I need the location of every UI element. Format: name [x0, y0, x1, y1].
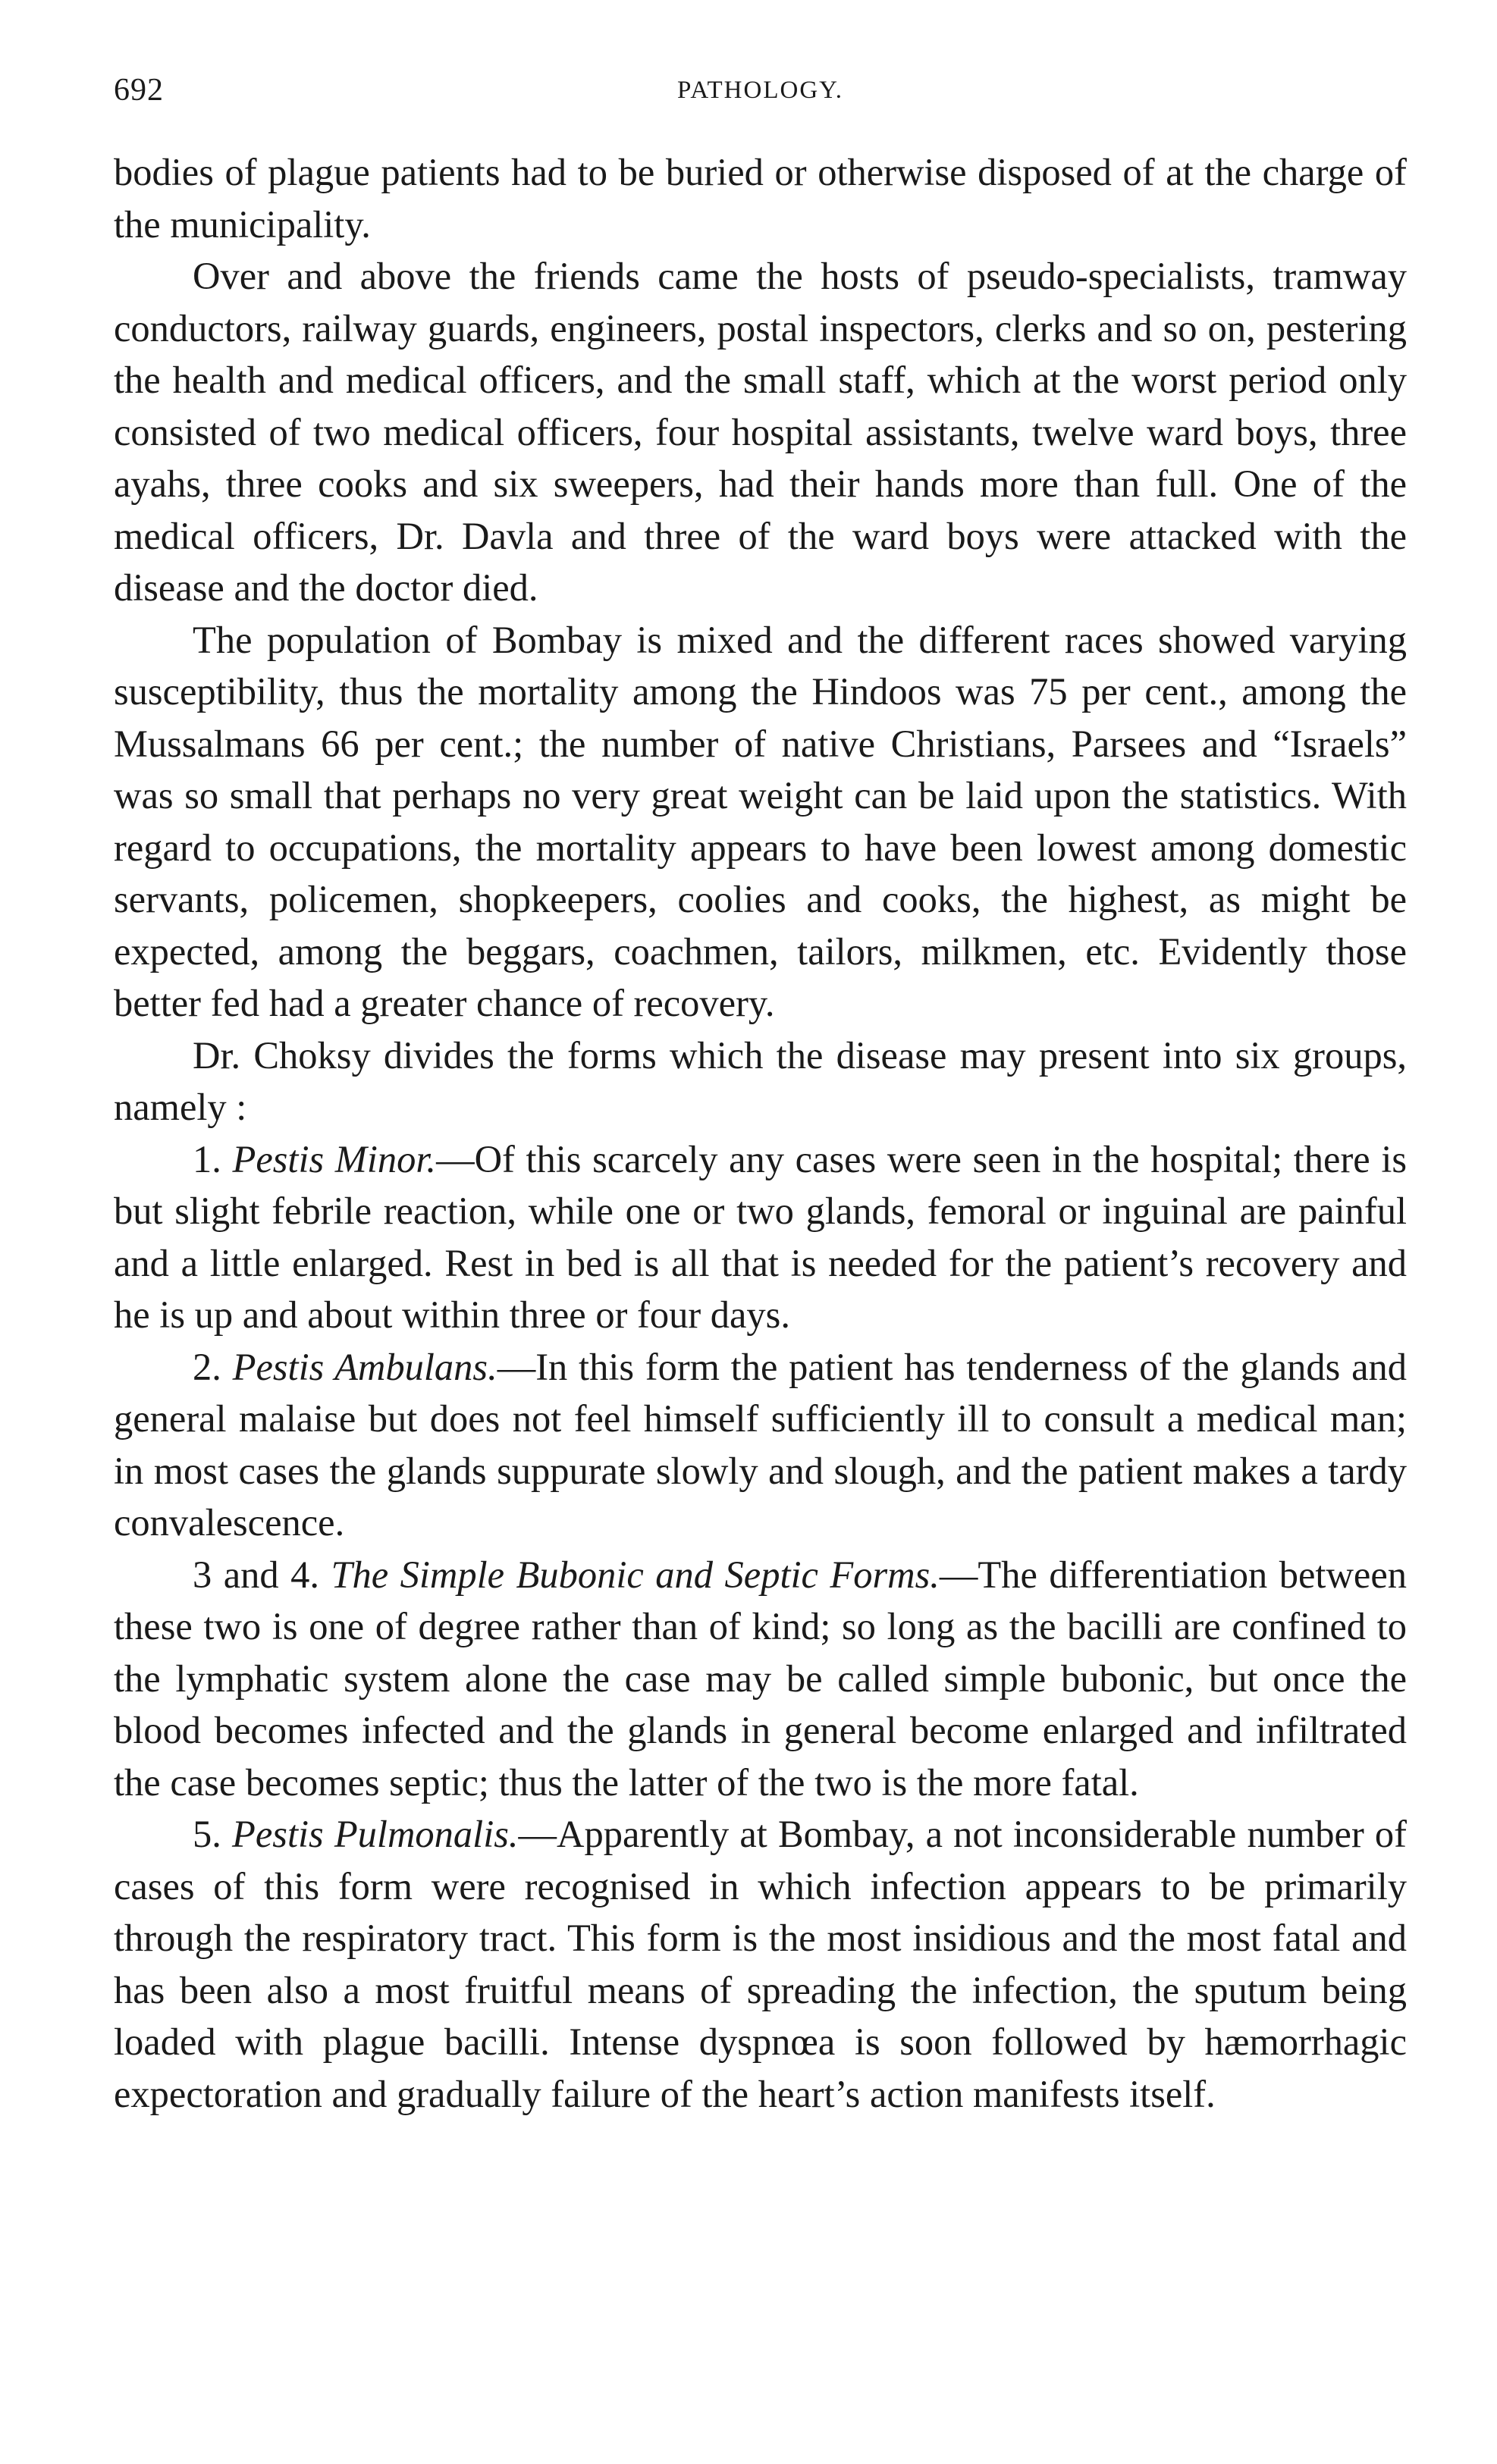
paragraph-text: —In this form the patient has tenderness of the glands and general malaise but does not feel himself sufficiently ill to consult a medical man; in most cases the glands suppurate slowly and slough, and the patient makes a tardy convalescence.	[114, 1345, 1408, 1544]
running-head	[114, 72, 1407, 118]
list-number: 2.	[193, 1345, 233, 1388]
form-term: Pestis Pulmonalis.	[232, 1813, 519, 1855]
paragraph-staff	[114, 250, 1407, 614]
running-title: PATHOLOGY.	[677, 77, 843, 104]
list-number: 5.	[193, 1813, 233, 1855]
list-number: 1.	[193, 1137, 233, 1180]
list-number: 3 and 4.	[193, 1553, 331, 1596]
book-page	[114, 72, 1407, 2407]
page-number: 692	[114, 73, 164, 108]
form-term: Pestis Minor.	[232, 1137, 437, 1180]
paragraph-population	[114, 614, 1407, 1030]
paragraph-text: —Apparently at Bombay, a not inconsiderable number of cases of this form were recognised in which infection appears to be primarily through the respiratory tract. This form is the most insidious and the most fatal and has been also a most fruitful means of spreading the infection, the sputum being loaded with plague bacilli. Intense dyspnœa is soon followed by hæmorrhagic expectoration and gradually failure of the heart’s action manifests itself.	[114, 1813, 1407, 2115]
paragraph-pestis-pulmonalis	[114, 1808, 1407, 2120]
body-text	[114, 146, 1407, 2120]
paragraph-groups-intro	[114, 1030, 1407, 1133]
paragraph-text: bodies of plague patients had to be buried or otherwise disposed of at the charge of the municipality.	[114, 151, 1407, 246]
paragraph-continuation	[114, 146, 1407, 250]
paragraph-text: Dr. Choksy divides the forms which the disease may present into six groups, namely :	[114, 1033, 1407, 1128]
paragraph-text: The population of Bombay is mixed and the different races showed varying susceptibility, thus the mortality among the Hindoos was 75 per cent., among the Mussalmans 66 per cent.; the number of native Christians, Parsees and “Israels” was so small that perhaps no very great weight can be laid upon the statistics. With regard to occupations, the mortality appears to have been lowest among domestic servants, policemen, shopkeepers, coolies and cooks, the highest, as might be expected, among the beggars, coachmen, tailors, milkmen, etc. Evidently those better fed had a greater chance of recovery.	[114, 618, 1407, 1024]
paragraph-bubonic-septic	[114, 1549, 1407, 1809]
form-term: Pestis Ambulans.	[232, 1345, 497, 1388]
paragraph-text: Over and above the friends came the hosts of pseudo-specialists, tramway conductors, railway guards, engineers, postal inspectors, clerks and so on, pestering the health and medical officers, and the small staff, which at the worst period only consisted of two medical officers, four hospital assistants, twelve ward boys, three ayahs, three cooks and six sweepers, had their hands more than full. One of the medical officers, Dr. Davla and three of the ward boys were attacked with the disease and the doctor died.	[114, 255, 1407, 609]
form-term: The Simple Bubonic and Septic Forms.	[331, 1553, 940, 1596]
paragraph-text: —The differentiation between these two is one of degree rather than of kind; so long as the bacilli are confined to the lymphatic system alone the case may be called simple bubonic, but once the blood becomes infected and the glands in general become enlarged and infiltrated the case becomes septic; thus the latter of the two is the more fatal.	[114, 1553, 1407, 1804]
paragraph-text: —Of this scarcely any cases were seen in the hospital; there is but slight febrile reaction, while one or two glands, femoral or inguinal are painful and a little enlarged. Rest in bed is all that is needed for the patient’s recovery and he is up and about within three or four days.	[114, 1137, 1408, 1336]
paragraph-pestis-minor	[114, 1133, 1407, 1341]
paragraph-pestis-ambulans	[114, 1341, 1407, 1549]
